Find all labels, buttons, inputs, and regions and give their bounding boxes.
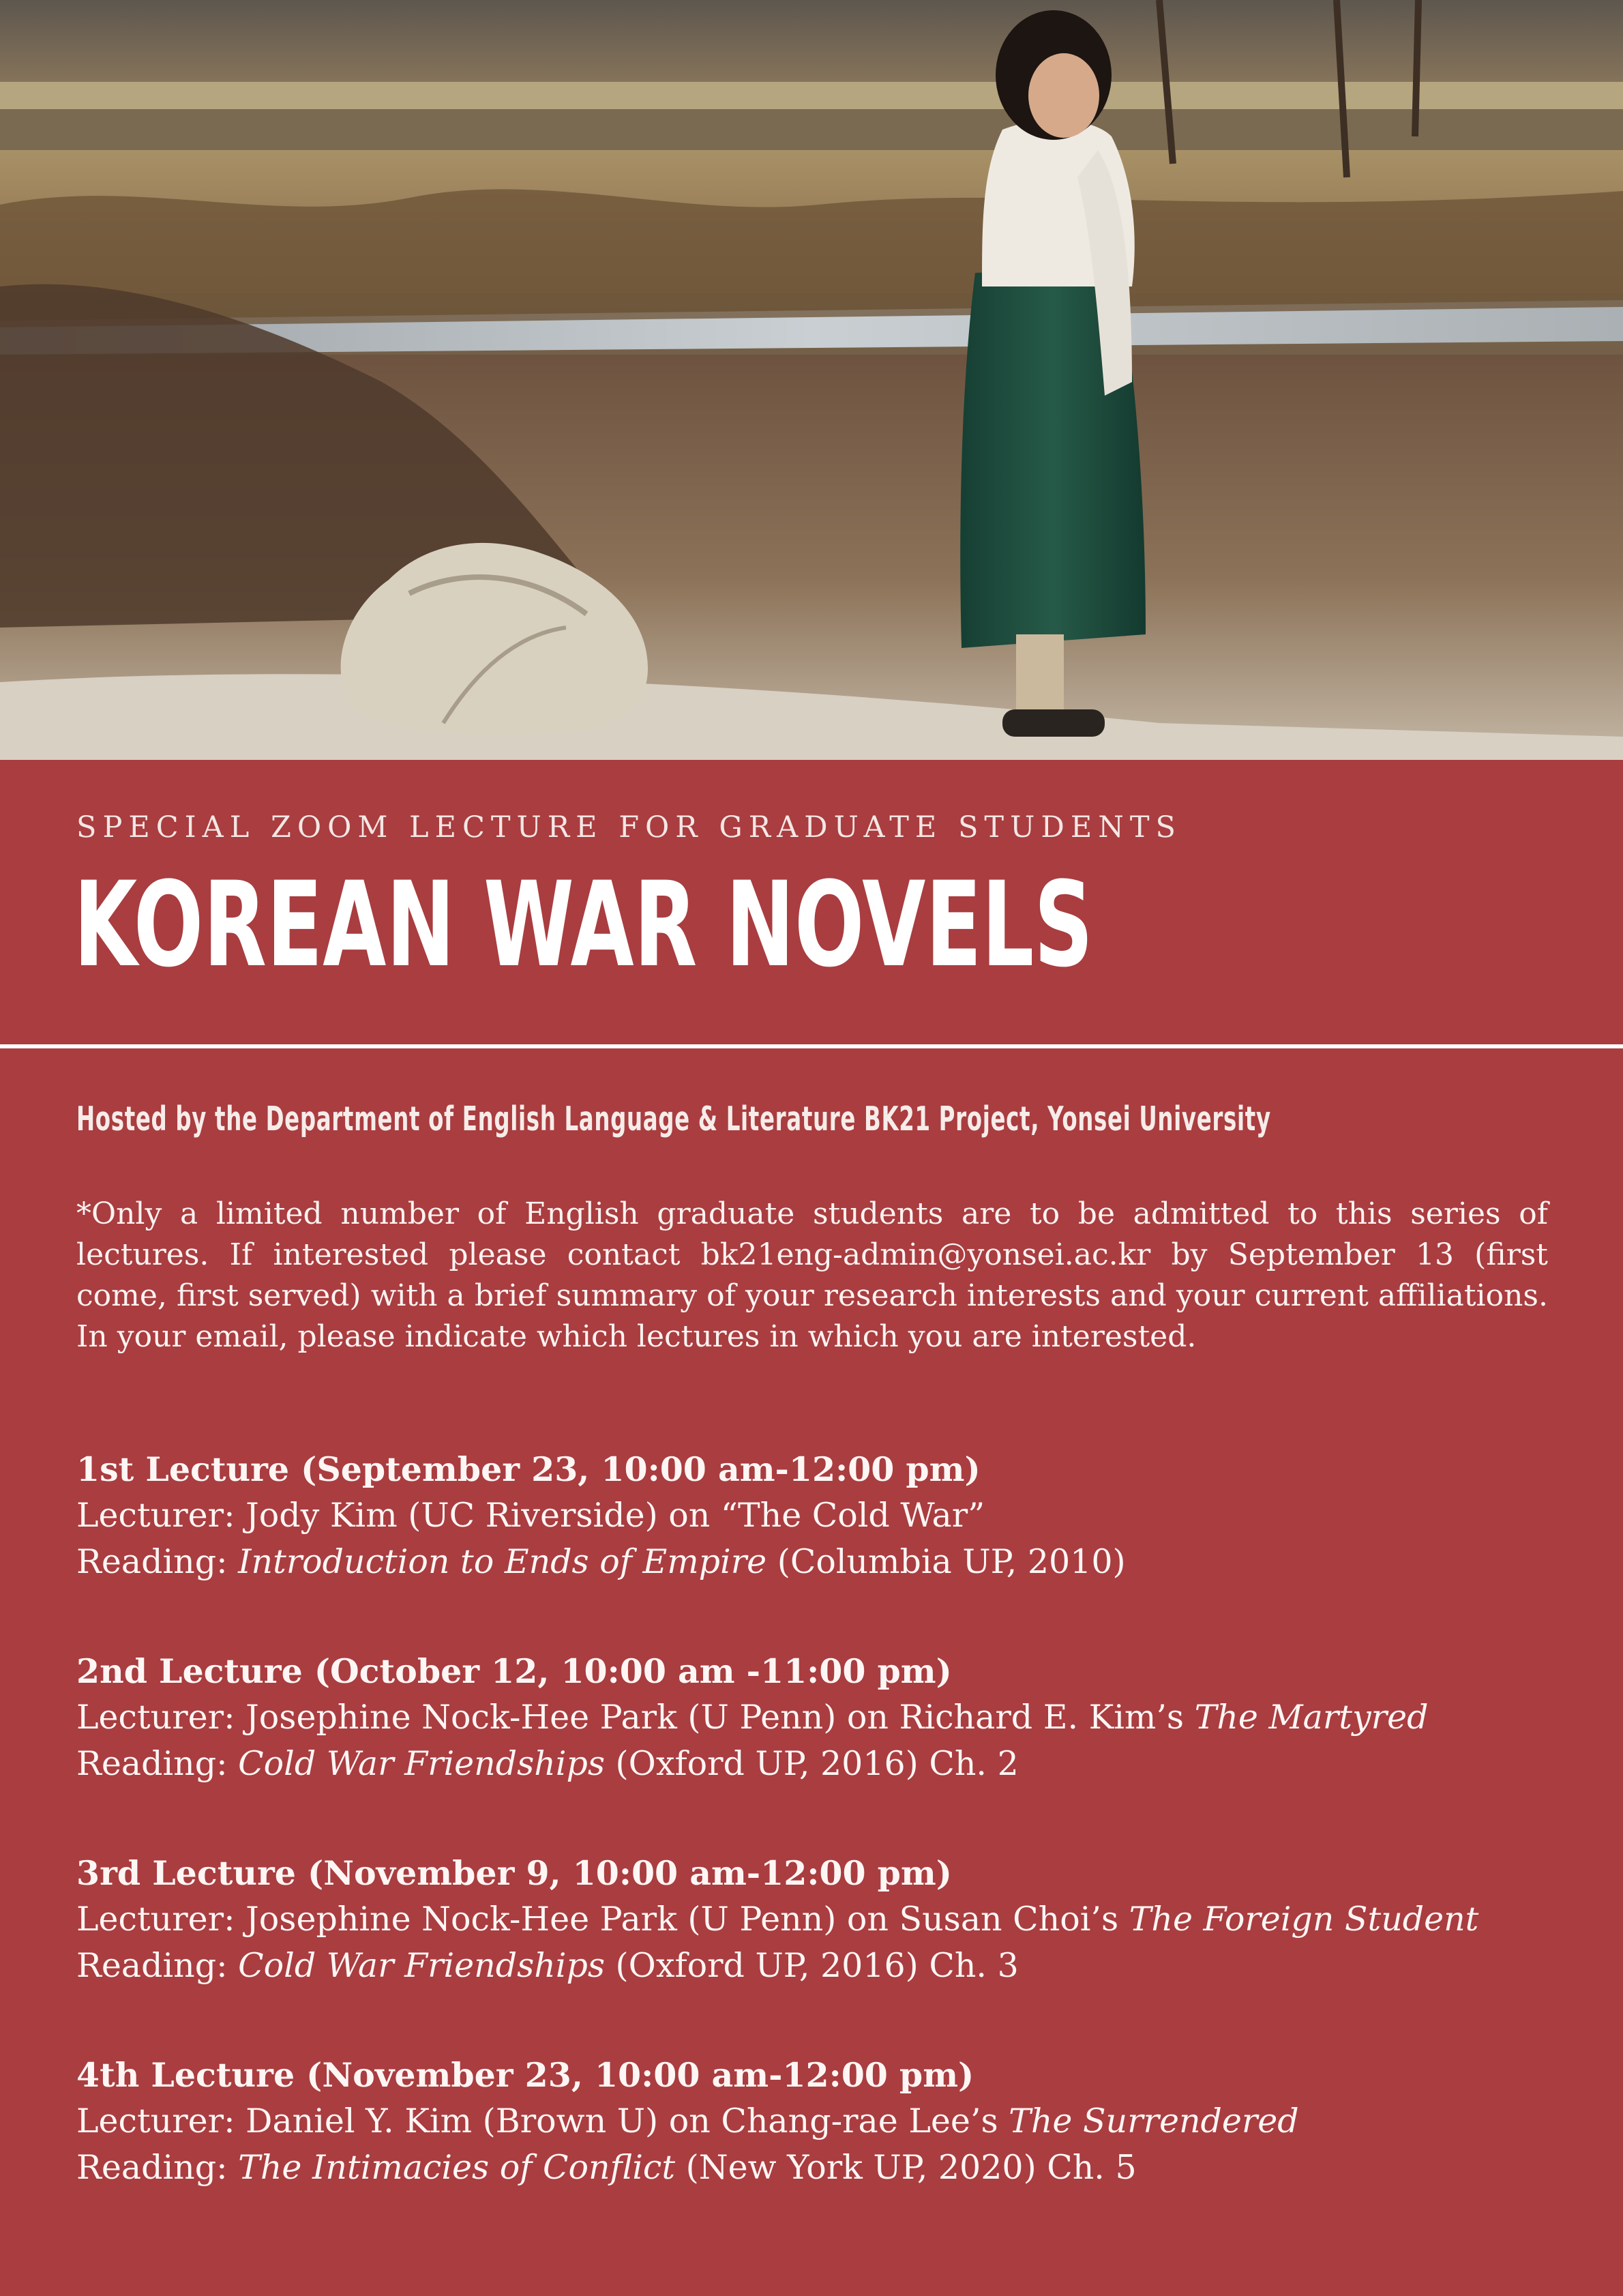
hero-photo [0,0,1623,760]
reading-line [76,2145,1577,2191]
lecture-heading: 2nd Lecture (October 12, 10:00 am -11:00 pm) [76,1651,952,1691]
reading-title: Cold War Friendships [238,1744,605,1783]
lecture-heading: 3rd Lecture (November 9, 10:00 am-12:00 pm) [76,1853,952,1893]
reading-line [76,1741,1577,1787]
reading-title: Introduction to Ends of Empire [238,1542,767,1581]
poster-title: KOREAN WAR NOVELS [74,856,1094,993]
lecturer-text: Lecturer: Jody Kim (UC Riverside) on “The Cold War” [76,1496,985,1535]
lecturer-line [76,2098,1577,2145]
reading-label: Reading: [76,1542,239,1581]
lecturer-line [76,1896,1577,1943]
reading-source: (Oxford UP, 2016) Ch. 3 [604,1946,1019,1985]
lecture-item-1 [76,1446,1577,1585]
eyebrow-subtitle: SPECIAL ZOOM LECTURE FOR GRADUATE STUDENTS [76,810,1182,844]
reading-title: The Intimacies of Conflict [238,2148,676,2187]
reading-source: (Columbia UP, 2010) [766,1542,1126,1581]
lecturer-line [76,1492,1577,1539]
lecture-item-2 [76,1648,1577,1787]
lecturer-work-title: The Surrendered [1009,2102,1299,2140]
lecturer-text: Lecturer: Josephine Nock-Hee Park (U Penn) on Susan Choi’s [76,1900,1129,1939]
lecturer-work-title: The Foreign Student [1129,1900,1479,1939]
reading-label: Reading: [76,1744,239,1783]
lecturer-line [76,1694,1577,1741]
lecture-heading: 4th Lecture (November 23, 10:00 am-12:00 pm) [76,2055,974,2095]
host-line: Hosted by the Department of English Language & Literature BK21 Project, Yonsei University [76,1100,1271,1138]
lecturer-text: Lecturer: Josephine Nock-Hee Park (U Penn) on Richard E. Kim’s [76,1698,1195,1737]
lecture-list [76,1446,1577,2254]
lecture-heading: 1st Lecture (September 23, 10:00 am-12:00 pm) [76,1449,981,1489]
lecturer-work-title: The Martyred [1194,1698,1429,1737]
divider-rule [0,1044,1623,1048]
reading-line [76,1539,1577,1585]
reading-title: Cold War Friendships [238,1946,605,1985]
lecture-item-3 [76,1850,1577,1989]
hero-photo-illustration [0,0,1623,760]
reading-label: Reading: [76,1946,239,1985]
admission-notice: *Only a limited number of English graduate students are to be admitted to this series of lectures. If interested please contact bk21eng-admin@yonsei.ac.kr by September 13 (first come, first served) with a brief summary of your research interests and your current affiliations. In your email, please indicate which lectures in which you are interested. [76,1196,1548,1354]
reading-source: (Oxford UP, 2016) Ch. 2 [604,1744,1019,1783]
reading-label: Reading: [76,2148,239,2187]
reading-line [76,1943,1577,1989]
lecture-item-4 [76,2052,1577,2191]
reading-source: (New York UP, 2020) Ch. 5 [675,2148,1137,2187]
lecturer-text: Lecturer: Daniel Y. Kim (Brown U) on Chang-rae Lee’s [76,2102,1009,2140]
